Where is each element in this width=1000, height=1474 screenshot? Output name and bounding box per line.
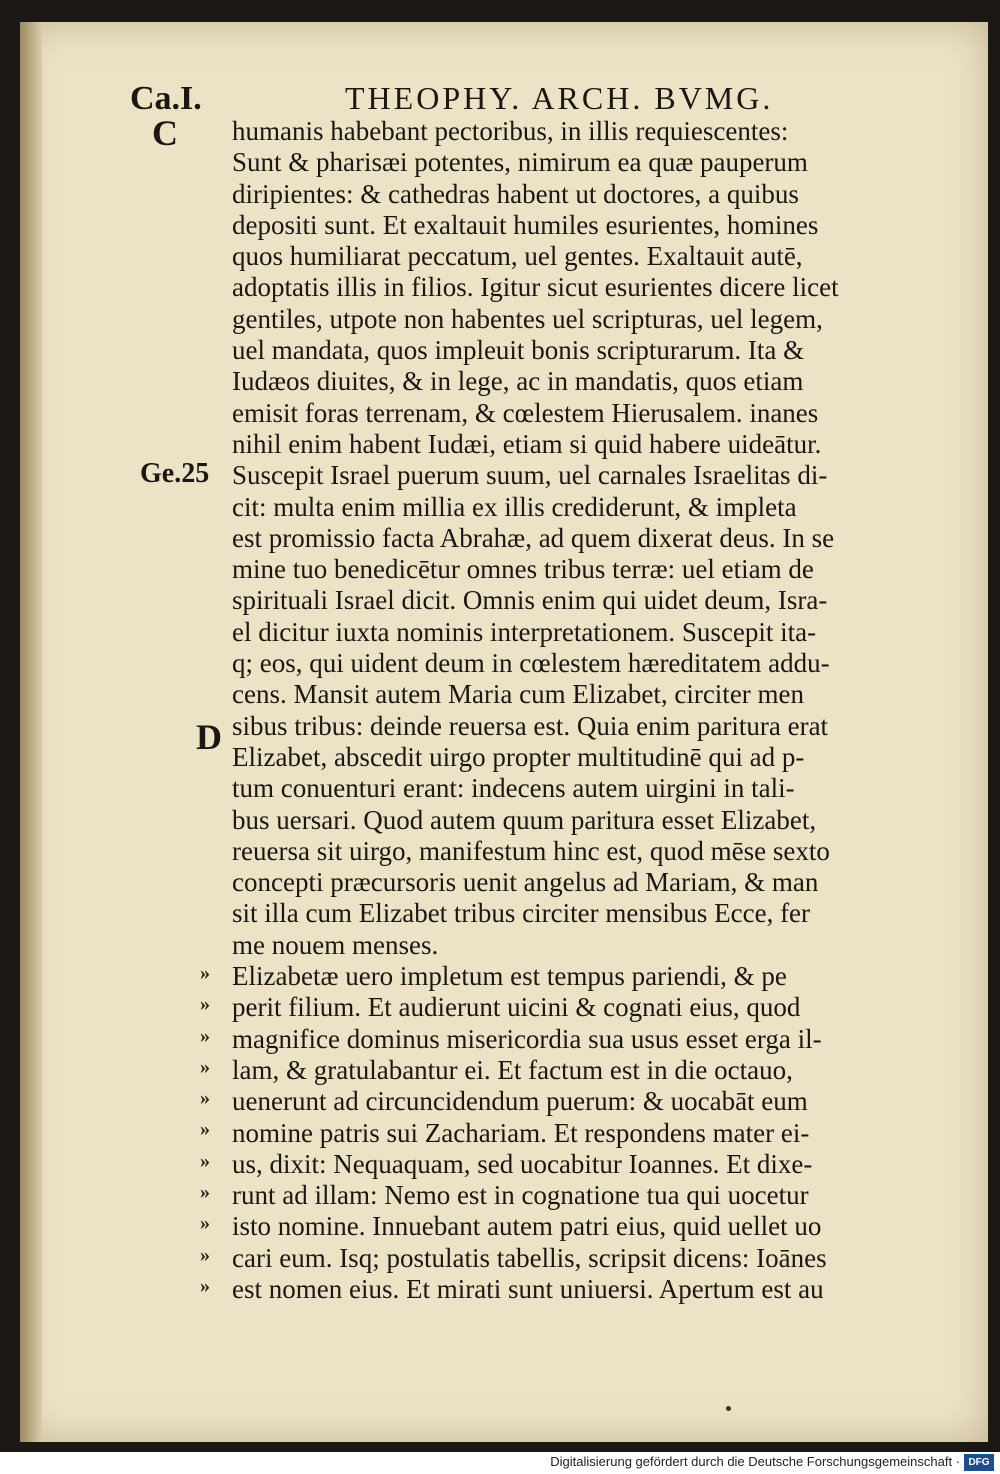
quote-mark: » (200, 1274, 210, 1297)
quote-mark: » (200, 1118, 210, 1141)
text-line: bus uersari. Quod autem quum paritura esset Elizabet, (232, 804, 817, 835)
text-line: sit illa cum Elizabet tribus circiter mensibus Ecce, fer (232, 898, 811, 929)
footer-bar (0, 1452, 1000, 1474)
text-line: isto nomine. Innuebant autem patri eius, quid uellet uo (232, 1211, 822, 1242)
chapter-label: Ca.I. (130, 80, 202, 117)
text-line: cari eum. Isq; postulatis tabellis, scripsit dicens: Ioānes (232, 1242, 827, 1273)
text-line: nihil enim habent Iudæi, etiam si quid habere uideātur. (232, 428, 822, 459)
dfg-logo: DFG (964, 1454, 994, 1471)
margin-letter-c: C (152, 113, 178, 153)
text-line: reuersa sit uirgo, manifestum hinc est, quod mēse sexto (232, 835, 830, 866)
text-line: tum conuenturi erant: indecens autem uirgini in tali- (232, 773, 795, 804)
text-line: Elizabetæ uero impletum est tempus pariendi, & pe (232, 961, 787, 992)
text-line: magnifice dominus misericordia sua usus esset erga il- (232, 1023, 822, 1054)
text-line: lam, & gratulabantur ei. Et factum est in die octauo, (232, 1054, 793, 1085)
funding-note: Digitalisierung gefördert durch die Deutsche Forschungsgemeinschaft · (550, 1454, 960, 1469)
running-title: THEOPHY. ARCH. BVMG. (345, 80, 774, 116)
text-line: mine tuo benedicētur omnes tribus terræ: uel etiam de (232, 554, 814, 585)
text-line: depositi sunt. Et exaltauit humiles esurientes, homines (232, 209, 819, 240)
quote-mark: » (200, 1055, 210, 1078)
text-line: sibus tribus: deinde reuersa est. Quia enim paritura erat (232, 710, 829, 741)
margin-letter-d: D (196, 717, 222, 757)
text-line: Sunt & pharisæi potentes, nimirum ea quæ pauperum (232, 147, 808, 178)
quote-mark: » (200, 1087, 210, 1110)
text-line: est nomen eius. Et mirati sunt uniuersi. Apertum est au (232, 1273, 824, 1304)
text-line: adoptatis illis in filios. Igitur sicut esurientes dicere licet (232, 272, 839, 303)
text-line: uenerunt ad circuncidendum puerum: & uocabāt eum (232, 1086, 808, 1117)
quotation-margin (200, 958, 230, 1302)
text-line: runt ad illam: Nemo est in cognatione tua qui uocetur (232, 1180, 809, 1211)
text-line: perit filium. Et audierunt uicini & cognati eius, quod (232, 992, 801, 1023)
quote-mark: » (200, 1024, 210, 1047)
text-line: nomine patris sui Zachariam. Et respondens mater ei- (232, 1117, 810, 1148)
text-line: est promissio facta Abrahæ, ad quem dixerat deus. In se (232, 522, 835, 553)
text-line: us, dixit: Nequaquam, sed uocabitur Ioannes. Et dixe- (232, 1148, 813, 1179)
margin-ref-genesis: Ge.25 (140, 458, 210, 489)
text-line: Iudæos diuites, & in lege, ac in mandatis, quos etiam (232, 366, 804, 397)
quote-mark: » (200, 1243, 210, 1266)
text-line: q; eos, qui uident deum in cœlestem hæreditatem addu- (232, 648, 830, 679)
ink-speck (726, 1406, 731, 1411)
text-line: cens. Mansit autem Maria cum Elizabet, circiter men (232, 679, 805, 710)
quote-mark: » (200, 1212, 210, 1235)
text-line: el dicitur iuxta nominis interpretationem. Suscepit ita- (232, 616, 817, 647)
text-line: emisit foras terrenam, & cœlestem Hierusalem. inanes (232, 397, 819, 428)
text-line: gentiles, utpote non habentes uel scripturas, uel legem, (232, 303, 823, 334)
text-line: quos humiliarat peccatum, uel gentes. Exaltauit autē, (232, 241, 803, 272)
text-line: Suscepit Israel puerum suum, uel carnales Israelitas di- (232, 460, 828, 491)
quote-mark: » (200, 962, 210, 984)
quote-mark: » (200, 993, 210, 1016)
running-header (130, 80, 920, 120)
page-gutter (20, 22, 42, 1442)
text-line: Elizabet, abscedit uirgo propter multitudinē qui ad p- (232, 741, 805, 772)
text-line: humanis habebant pectoribus, in illis requiescentes: (232, 116, 789, 146)
text-line: uel mandata, quos impleuit bonis scripturarum. Ita & (232, 335, 805, 366)
text-line: spirituali Israel dicit. Omnis enim qui uidet deum, Isra- (232, 585, 828, 616)
text-line: diripientes: & cathedras habent ut doctores, a quibus (232, 178, 799, 209)
text-block (232, 116, 932, 1305)
quote-mark: » (200, 1149, 210, 1172)
text-line: concepti præcursoris uenit angelus ad Mariam, & man (232, 867, 819, 898)
quote-mark: » (200, 1181, 210, 1204)
text-line: cit: multa enim millia ex illis crediderunt, & impleta (232, 491, 797, 522)
text-line: me nouem menses. (232, 929, 439, 960)
